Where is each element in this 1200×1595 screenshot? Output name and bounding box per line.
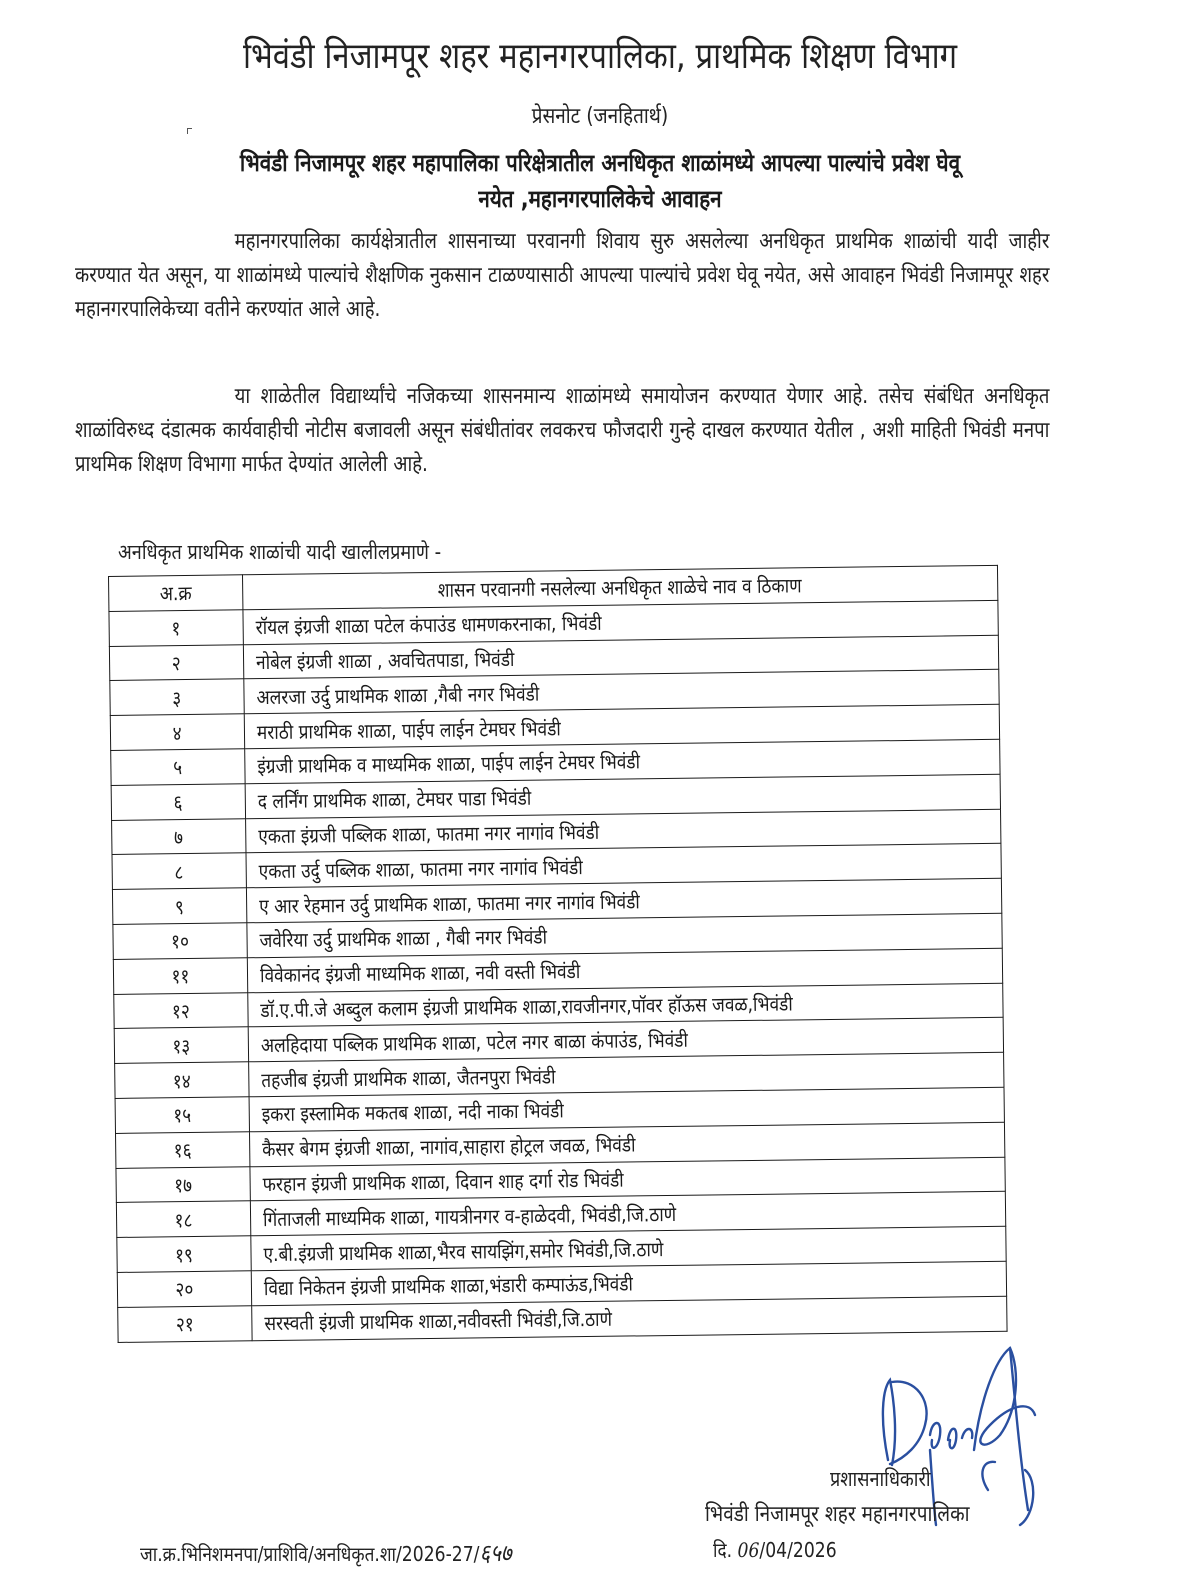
- serial-number-cell: ९: [112, 888, 246, 924]
- serial-number-cell: १८: [116, 1201, 250, 1237]
- serial-number-cell: ८: [112, 853, 246, 889]
- serial-number-cell: २१: [118, 1305, 252, 1341]
- subheading-line-1: भिवंडी निजामपूर शहर महापालिका परिक्षेत्रातील अनधिकृत शाळांमध्ये आपल्या पाल्यांचे प्रवेश घेवू: [239, 149, 961, 177]
- paragraph-1-text: महानगरपालिका कार्यक्षेत्रातील शासनाच्या परवानगी शिवाय सुरु असलेल्या अनधिकृत प्राथमिक शाळांची यादी जाहीर करण्यात येत असून, या शाळांमध्ये पाल्यांचे शैक्षणिक नुकसान टाळण्यासाठी आपल्या पाल्यांचे प्रवेश घेवू नयेत, असे आवाहन भिवंडी निजामपूर शहर महानगरपालिकेच्या वतीने करण्यांत आले आहे.: [75, 229, 1050, 322]
- subheading: [161, 145, 1038, 217]
- press-note-label: प्रेसनोट (जनहितार्थ): [531, 104, 669, 129]
- date-handwritten-day: 06: [737, 1538, 760, 1562]
- school-name-cell: द लर्निंग प्राथमिक शाळा, टेमघर पाडा भिवंडी: [245, 774, 1000, 818]
- reference-prefix: जा.क्र.भिनिशमनपा/प्राशिवि/अनधिकृत.शा/2026-27/: [140, 1542, 480, 1566]
- list-intro: अनधिकृत प्राथमिक शाळांची यादी खालीलप्रमाणे -: [118, 540, 442, 564]
- school-name-cell: एकता इंग्रजी पब्लिक शाळा, फातमा नगर नागांव भिवंडी: [246, 809, 1001, 853]
- document-date: [713, 1536, 837, 1563]
- schools-table: [108, 565, 1008, 1343]
- serial-number-cell: २०: [117, 1271, 251, 1307]
- school-name-cell: विवेकानंद इंग्रजी माध्यमिक शाळा, नवी वस्ती भिवंडी: [247, 948, 1002, 992]
- school-name-cell: अलहिदाया पब्लिक प्राथमिक शाळा, पटेल नगर बाळा कंपाउंड, भिवंडी: [248, 1018, 1003, 1062]
- school-name-cell: रॉयल इंग्रजी शाळा पटेल कंपाउंड धामणकरनाका, भिवंडी: [243, 600, 998, 644]
- signatory-title: प्रशासनाधिकारी: [830, 1467, 931, 1491]
- serial-number-cell: २: [109, 644, 243, 680]
- school-name-cell: तहजीब इंग्रजी प्राथमिक शाळा, जैतनपुरा भिवंडी: [249, 1052, 1004, 1096]
- school-name-cell: विद्या निकेतन इंग्रजी प्राथमिक शाळा,भंडारी कम्पाऊंड,भिवंडी: [251, 1261, 1006, 1305]
- reference-handwritten-number: ६५७: [479, 1539, 512, 1567]
- school-name-cell: ए.बी.इंग्रजी प्राथमिक शाळा,भैरव सायझिंग,समोर भिवंडी,जि.ठाणे: [251, 1226, 1006, 1270]
- serial-number-cell: ५: [111, 749, 245, 785]
- school-name-cell: अलरजा उर्दु प्राथमिक शाळा ,गैबी नगर भिवंडी: [244, 670, 999, 714]
- paragraph-1: [75, 225, 1049, 327]
- date-prefix: दि.: [713, 1538, 738, 1562]
- header-serial: अ.क्र: [109, 575, 243, 611]
- serial-number-cell: १: [109, 610, 243, 646]
- signatory-organization: भिवंडी निजामपूर शहर महानगरपालिका: [705, 1502, 970, 1527]
- school-name-cell: नोबेल इंग्रजी शाळा , अवचितपाडा, भिवंडी: [243, 635, 998, 679]
- serial-number-cell: १०: [113, 923, 247, 959]
- school-name-cell: इंग्रजी प्राथमिक व माध्यमिक शाळा, पाईप लाईन टेमघर भिवंडी: [245, 739, 1000, 783]
- document-title: भिवंडी निजामपूर शहर महानगरपालिका, प्राथमिक शिक्षण विभाग: [242, 36, 958, 77]
- serial-number-cell: १९: [117, 1236, 251, 1272]
- date-suffix: /04/2026: [759, 1538, 837, 1562]
- serial-number-cell: १२: [114, 992, 248, 1028]
- serial-number-cell: १५: [115, 1097, 249, 1133]
- school-name-cell: फरहान इंग्रजी प्राथमिक शाळा, दिवान शाह दर्गा रोड भिवंडी: [250, 1157, 1005, 1201]
- serial-number-cell: १४: [115, 1062, 249, 1098]
- paragraph-2: [75, 380, 1049, 482]
- school-name-cell: कैसर बेगम इंग्रजी शाळा, नागांव,साहारा होट्रल जवळ, भिवंडी: [249, 1122, 1004, 1166]
- reference-number: [140, 1536, 512, 1569]
- school-name-cell: सरस्वती इंग्रजी प्राथमिक शाळा,नवीवस्ती भिवंडी,जि.ठाणे: [252, 1296, 1007, 1340]
- school-name-cell: जवेरिया उर्दु प्राथमिक शाळा , गैबी नगर भिवंडी: [247, 913, 1002, 957]
- serial-number-cell: ३: [110, 679, 244, 715]
- serial-number-cell: ११: [113, 958, 247, 994]
- scan-mark: [187, 128, 192, 134]
- serial-number-cell: १६: [116, 1132, 250, 1168]
- paragraph-2-text: या शाळेतील विद्यार्थ्यांचे नजिकच्या शासनमान्य शाळांमध्ये समायोजन करण्यात येणार आहे. तसेच संबंधित अनधिकृत शाळांविरुध्द दंडात्मक कार्यवाहीची नोटीस बजावली असून संबंधीतांवर लवकरच फौजदारी गुन्हे दाखल करण्यात येतील , अशी माहिती भिवंडी मनपा प्राथमिक शिक्षण विभागा मार्फत देण्यांत आलेली आहे.: [75, 384, 1050, 477]
- school-name-cell: इकरा इस्लामिक मकतब शाळा, नदी नाका भिवंडी: [249, 1087, 1004, 1131]
- subheading-line-2: नयेत ,महानगरपालिकेचे आवाहन: [478, 185, 722, 213]
- serial-number-cell: १७: [116, 1166, 250, 1202]
- serial-number-cell: ६: [111, 784, 245, 820]
- header-school-name: शासन परवानगी नसलेल्या अनधिकृत शाळेचे नाव व ठिकाण: [242, 565, 997, 609]
- serial-number-cell: ४: [110, 714, 244, 750]
- school-name-cell: मराठी प्राथमिक शाळा, पाईप लाईन टेमघर भिवंडी: [244, 704, 999, 748]
- serial-number-cell: ७: [112, 818, 246, 854]
- school-name-cell: एकता उर्दु पब्लिक शाळा, फातमा नगर नागांव भिवंडी: [246, 844, 1001, 888]
- school-name-cell: गिंताजली माध्यमिक शाळा, गायत्रीनगर व-हाळेदवी, भिवंडी,जि.ठाणे: [250, 1192, 1005, 1236]
- serial-number-cell: १३: [114, 1027, 248, 1063]
- school-name-cell: ए आर रेहमान उर्दु प्राथमिक शाळा, फातमा नगर नागांव भिवंडी: [246, 878, 1001, 922]
- school-name-cell: डॉ.ए.पी.जे अब्दुल कलाम इंग्रजी प्राथमिक शाळा,रावजीनगर,पॉवर हॉऊस जवळ,भिवंडी: [248, 983, 1003, 1027]
